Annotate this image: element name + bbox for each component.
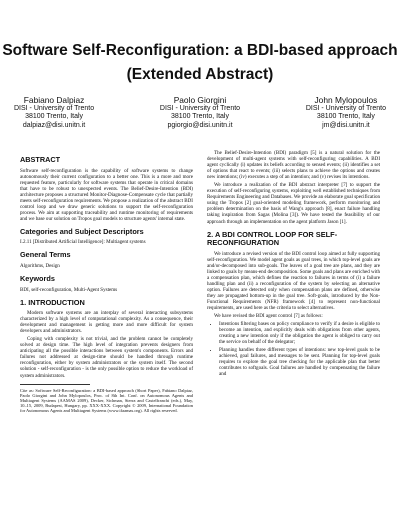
author-affiliation: DISI - University of Trento <box>159 104 241 112</box>
left-column <box>20 150 193 416</box>
keywords-heading: Keywords <box>20 274 55 284</box>
right-column <box>207 150 380 380</box>
footnote-divider <box>20 384 90 385</box>
author-city: 38100 Trento, Italy <box>25 113 84 121</box>
author-email[interactable]: jm@disi.unitn.it <box>322 121 370 129</box>
author-affiliation: DISI - University of Trento <box>14 104 95 112</box>
body-paragraph: We introduce a realization of the BDI abstract interpreter [7] to support the execution of self-reconfiguring systems, exploiting well established techniques from Requirements Engineering and Databases. We provide an elaborate goal specification using the Tropos [2] goal-oriented modeling framework, perform monitoring and problem determination on the basis of Wang's approach [8], enact failure handling taking inspiration from Sagas (Molina [3]). We have tested the feasibility of our approach through an implementation on the agent platform Jason [1]. <box>207 182 380 225</box>
author-2 <box>160 96 240 130</box>
categories-text: I.2.11 [Distributed Artificial Intelligence]: Multiagent systems <box>20 239 146 246</box>
intro-paragraph: Coping with complexity is not trivial, and the problem cannot be completely solved at design time. The high level of integration prevents designers from anticipating all the possible interactions between system's components. Errors and failures not addressed at design-time should be handled through runtime reconfiguration, either by system administrators or the system itself. The second solution - self-reconfiguration - is the only possible option to reduce the workload of system administrators. <box>20 336 193 379</box>
abstract-text: Software self-reconfiguration is the capability of software systems to change autonomously their current configuration to a better one. This is a more and more requested feature, particularly for software systems that operate in critical domains that have to be robust to unexpected events. The Belief-Desire-Intention (BDI) architecture proposes a structured Monitor-Diagnose-Compensate cycle that partially meets self-reconfiguration requirements. We propose a realization of the abstract BDI control loop and we draw generic solutions to support the self-reconfiguration process. We aim at supporting traceability and runtime monitoring of requirements and we base our solution on Tropos goal models to structure agents' internal state. <box>20 167 193 222</box>
author-email[interactable]: pgiorgio@disi.unitn.it <box>167 121 233 129</box>
bullet-item: • Planning handles three different types of intentions: new top-level goals to be achieved, goal failures, and messages to be sent. Planning for top-level goals requires to explore the goal tree checking for the applicable plan that better contributes to softgoals. Goal failures are handled by compensating the failure and <box>219 347 380 377</box>
author-block <box>14 96 386 130</box>
general-terms-heading: General Terms <box>20 250 71 260</box>
categories-heading: Categories and Subject Descriptors <box>20 226 144 236</box>
author-name: Fabiano Dalpiaz <box>23 95 85 105</box>
body-paragraph: We have revised the BDI agent control [7] as follows: <box>214 313 323 320</box>
author-city: 38100 Trento, Italy <box>316 113 375 121</box>
general-terms-text: Algorithms, Design <box>20 262 60 269</box>
author-affiliation: DISI - University of Trento <box>305 104 386 112</box>
author-email[interactable]: dalpiaz@disi.unitn.it <box>22 121 86 129</box>
introduction-heading: 1. INTRODUCTION <box>20 297 85 307</box>
author-name: Paolo Giorgini <box>173 95 227 105</box>
paper-subtitle: (Extended Abstract) <box>126 66 274 83</box>
bullet-item: • Intentions filtering bases on policy compliance to verify if a desire is eligible to become an intention, and explicitly deals with obligations from other agents, creating a new intention only if the obligation the agent is obliged to carry out the service on behalf of the delegator; <box>219 321 380 345</box>
section-2-heading: 2. A BDI CONTROL LOOP FOR SELF-RECONFIGURATION <box>207 229 338 248</box>
author-city: 38100 Trento, Italy <box>171 113 229 121</box>
intro-paragraph: Modern software systems are an interplay of several interacting subsystems characterized by a high level of computational complexity. As a consequence, their development and management is getting more and more difficult for system developers and administrators. <box>20 310 193 335</box>
keywords-text: BDI, self-reconfiguration, Multi-Agent Systems <box>20 286 118 293</box>
abstract-heading: ABSTRACT <box>20 155 61 164</box>
paper-title: Software Self-Reconfiguration: a BDI-based approach <box>2 42 398 59</box>
bullet-list <box>207 321 380 377</box>
author-1 <box>14 96 94 130</box>
author-name: John Mylopoulos <box>314 95 378 105</box>
body-paragraph: We introduce a revised version of the BDI control loop aimed at fully supporting self-reconfiguration. We model agent goals as goal trees, in which top-level goals are and/or-decomposed into sub-goals. The leaves of a goal tree are plans, and they are linked to goals by means-end decomposition. Some goals and plans are enriched with a compensation plan, which defines the reaction to failures in terms of (i) a failure handling plan and (ii) a reconfiguration of the system by selecting an alternative option. Failures are detected only when compensation plans are defined, otherwise they are propagated bottom-up in the goal tree. Soft-goals, introduced by the Non-Functional Requirements (NFR) framework [4] to represent non-functional requirements, are used here as the criteria to select alternatives. <box>207 250 380 311</box>
footnote-citation: Cite as: Software Self-Reconfiguration: a BDI-based approach (Short Paper), Fabiano Dalpiaz, Paolo Giorgini and John Mylopoulos, Proc. of 8th Int. Conf. on Autonomous Agents and Multiagent Systems (AAMAS 2009), Decker, Sichman, Sierra and Castelfranchi (eds.), May, 10–15, 2009, Budapest, Hungary, pp. XXX-XXX. Copyright © 2009, International Foundation for Autonomous Agents and Multiagent Systems (www.ifaamas.org). All rights reserved. <box>20 387 193 414</box>
author-3 <box>306 96 386 130</box>
body-paragraph: The Belief-Desire-Intention (BDI) paradigm [5] is a natural solution for the development of multi-agent systems with self-reconfiguring capabilities. A BDI agent cyclically (i) updates its beliefs according to sensed events; (ii) identifies a set of options that react to events; (iii) selects plans to achieve the options and creates new intentions; (iv) executes a step of an intention; and (v) revises its intentions. <box>207 150 380 181</box>
